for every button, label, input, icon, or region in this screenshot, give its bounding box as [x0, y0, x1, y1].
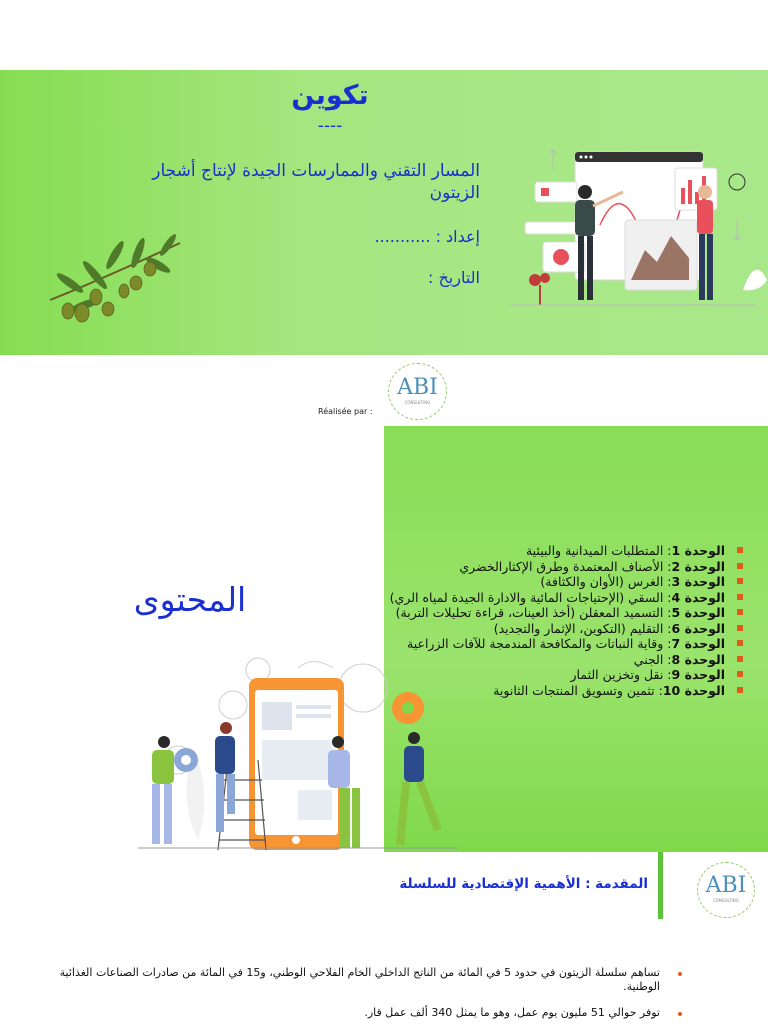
- list-item: [380, 559, 725, 575]
- list-item: [380, 667, 725, 683]
- unit-text: : السقي (الإحتياجات المائية والادارة الجيدة لمياه الري): [389, 589, 672, 605]
- olive-branch-icon: [40, 225, 185, 335]
- unit-text: : الغرس (الأوان والكثافة): [540, 574, 672, 589]
- bullet-icon: [737, 671, 743, 677]
- logo-caption: CONSULTING: [404, 400, 431, 405]
- bullet-icon: [737, 625, 743, 631]
- contents-title: المحتوى: [133, 580, 247, 619]
- bullet-icon: [737, 594, 743, 600]
- unit-label: الوحدة 10: [662, 682, 725, 698]
- unit-label: الوحدة 1: [671, 543, 725, 558]
- made-by-label: Réalisée par :: [318, 407, 373, 416]
- unit-text: : وقاية النباتات والمكافحة المندمجة للآفات الزراعية: [407, 636, 672, 651]
- unit-text: : التسميد المعقلن (أخذ العينات، قراءة تحليلات التربة): [395, 605, 672, 620]
- list-item: [380, 652, 725, 668]
- unit-text: : تثمين وتسويق المنتجات الثانوية: [493, 682, 663, 698]
- date-label: التاريخ :: [427, 268, 480, 287]
- unit-label: الوحدة 3: [671, 574, 725, 589]
- bullet-icon: [737, 578, 743, 584]
- list-item: [380, 574, 725, 590]
- unit-label: الوحدة 9: [671, 667, 725, 682]
- bullet-icon: [737, 563, 743, 569]
- section-accent-bar: [658, 852, 663, 919]
- paragraph: توفر حوالي 51 مليون يوم عمل، وهو ما يمثل 340 ألف عمل قار.: [364, 1006, 660, 1019]
- presentation-illustration: [505, 140, 768, 310]
- list-item: [380, 605, 725, 621]
- list-item: [380, 543, 725, 559]
- bullet-icon: [678, 972, 682, 976]
- abi-logo-small: [697, 862, 755, 918]
- unit-label: الوحدة 6: [671, 620, 725, 636]
- title-separator: ----: [317, 116, 343, 136]
- list-item: [380, 636, 725, 652]
- bullet-icon: [737, 687, 743, 693]
- section-title: المقدمة : الأهمية الإقتصادية للسلسلة: [399, 876, 648, 892]
- list-item: [380, 590, 725, 606]
- list-item: [380, 621, 725, 637]
- bullet-icon: [737, 656, 743, 662]
- unit-label: الوحدة 4: [671, 589, 725, 605]
- unit-text: : الجني: [633, 651, 672, 667]
- bullet-icon: [678, 1012, 682, 1016]
- slide-subtitle: المسار التقني والممارسات الجيدة لإنتاج أشجار الزيتون: [152, 161, 480, 203]
- list-item: [380, 683, 725, 699]
- prepared-by-label: إعداد : ...........: [374, 227, 480, 246]
- bullet-icon: [737, 640, 743, 646]
- unit-label: الوحدة 7: [671, 636, 725, 651]
- unit-label: الوحدة 5: [671, 605, 725, 620]
- unit-text: : التقليم (التكوين، الإثمار والتجديد): [493, 620, 672, 636]
- slide-title: تكوين: [291, 80, 369, 111]
- bullet-icon: [737, 547, 743, 553]
- unit-text: : المتطلبات الميدانية والبيئية: [525, 543, 672, 558]
- bullet-icon: [737, 609, 743, 615]
- contents-list: [380, 543, 725, 698]
- logo-caption: CONSULTING: [713, 898, 739, 903]
- unit-label: الوحدة 8: [671, 651, 725, 667]
- unit-label: الوحدة 2: [671, 558, 725, 574]
- logo-letters: ABI: [397, 375, 438, 400]
- abi-logo: [388, 363, 447, 420]
- unit-text: : الأصناف المعتمدة وطرق الإكثارالخضري: [459, 558, 672, 574]
- logo-letters: ABI: [705, 873, 747, 898]
- unit-text: : نقل وتخزين الثمار: [570, 667, 672, 682]
- paragraph: تساهم سلسلة الزيتون في حدود 5 في المائة من الناتج الداخلي الخام الفلاحي الوطني، و15 في المائة من صادرات الصناعات الغذائية الوطنية.: [59, 966, 660, 993]
